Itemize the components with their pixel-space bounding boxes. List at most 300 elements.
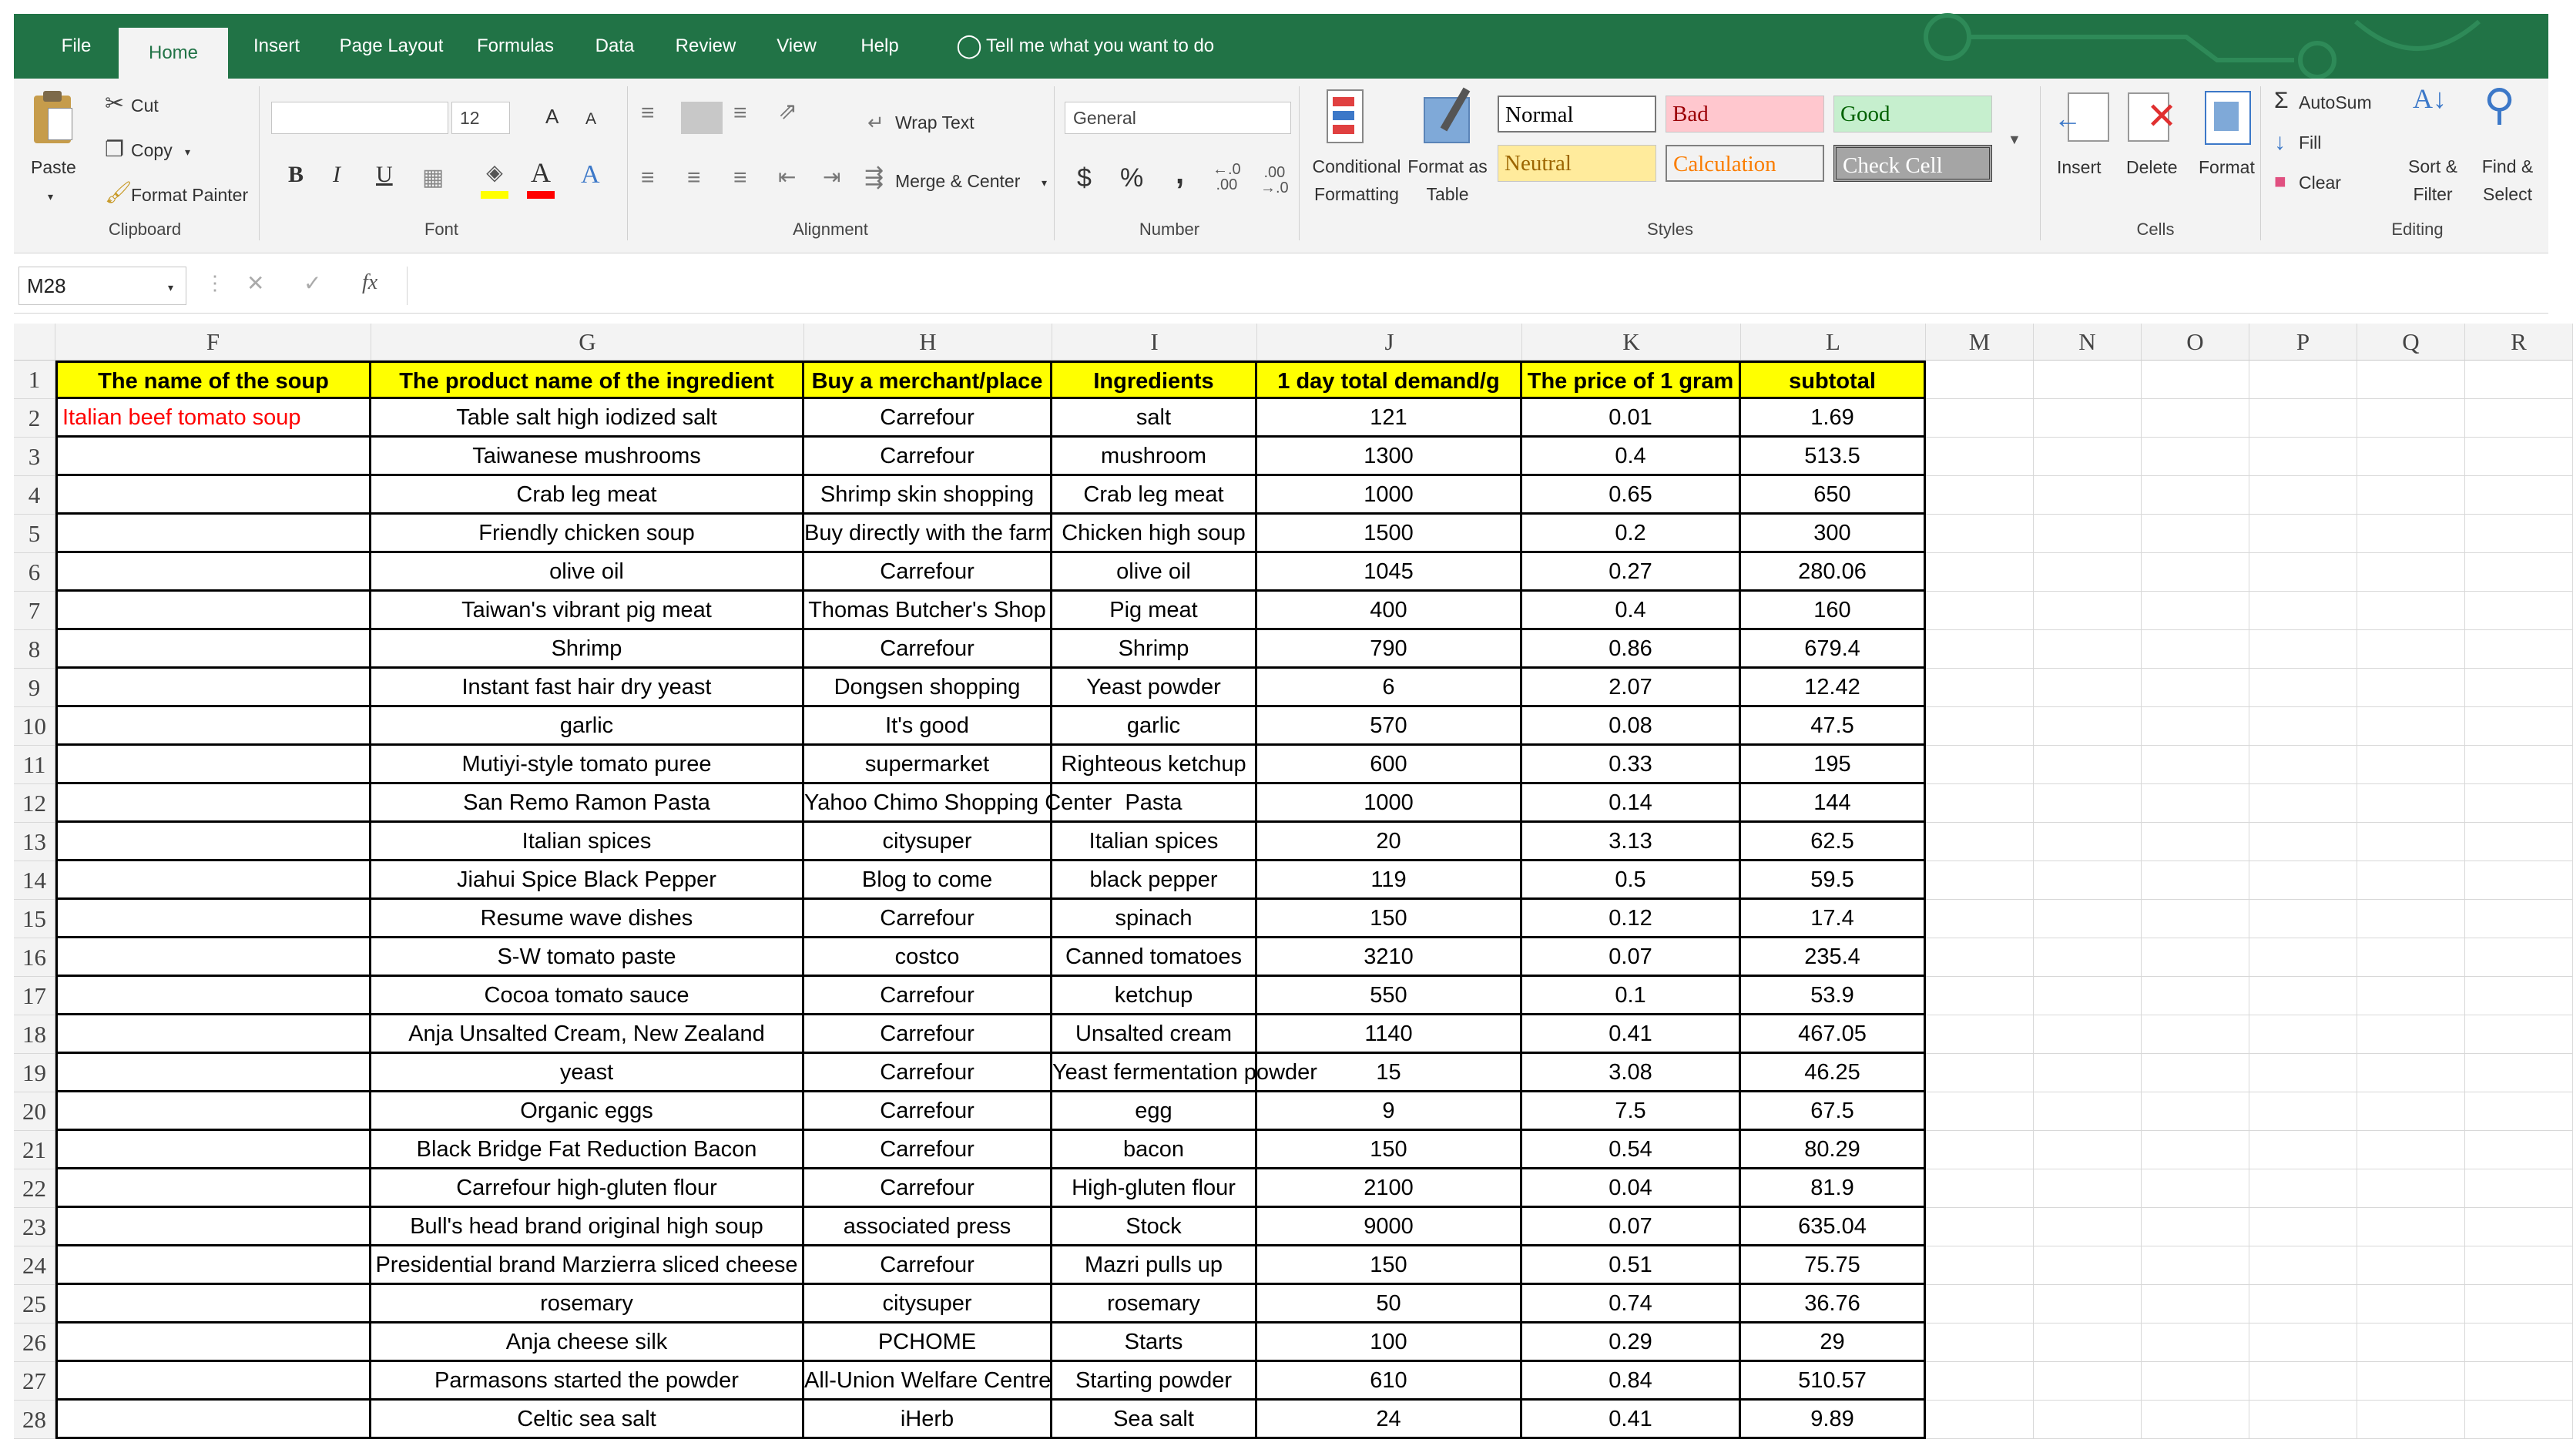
empty-cell[interactable] [2034,1092,2142,1131]
table-cell[interactable]: 513.5 [1741,438,1926,476]
formula-input[interactable] [407,267,2541,305]
paste-dropdown-icon[interactable]: ▾ [48,190,54,203]
table-cell[interactable]: 50 [1257,1285,1522,1323]
table-header-cell[interactable]: 1 day total demand/g [1257,361,1522,399]
empty-cell[interactable] [1926,1246,2034,1285]
table-cell[interactable]: Carrefour high-gluten flour [371,1169,804,1208]
empty-cell[interactable] [2357,515,2465,553]
table-cell[interactable]: 80.29 [1741,1131,1926,1169]
phonetic-guide-icon[interactable]: A [581,160,600,189]
table-cell[interactable]: 0.12 [1522,900,1741,938]
table-cell[interactable]: 81.9 [1741,1169,1926,1208]
empty-cell[interactable] [1926,823,2034,861]
empty-cell[interactable] [2249,900,2357,938]
table-cell[interactable]: Shrimp [371,630,804,669]
empty-cell[interactable] [1926,630,2034,669]
table-cell[interactable]: Yeast fermentation powder [1052,1054,1257,1092]
table-cell[interactable]: 20 [1257,823,1522,861]
table-cell[interactable]: bacon [1052,1131,1257,1169]
empty-cell[interactable] [2465,938,2573,977]
empty-cell[interactable] [2465,823,2573,861]
empty-cell[interactable] [2465,1054,2573,1092]
empty-cell[interactable] [2034,399,2142,438]
underline-button[interactable]: U [376,162,393,187]
table-cell[interactable]: Carrefour [804,1131,1052,1169]
empty-cell[interactable] [1926,1131,2034,1169]
table-cell[interactable]: 75.75 [1741,1246,1926,1285]
empty-cell[interactable] [2357,707,2465,746]
soup-name-cell[interactable]: Italian beef tomato soup [55,399,371,438]
row-header-9[interactable]: 9 [14,669,55,707]
table-cell[interactable] [55,861,371,900]
table-cell[interactable]: Italian spices [371,823,804,861]
tab-insert[interactable]: Insert [253,35,300,56]
table-cell[interactable]: 17.4 [1741,900,1926,938]
empty-cell[interactable] [2034,669,2142,707]
empty-cell[interactable] [2465,476,2573,515]
empty-cell[interactable] [2034,592,2142,630]
empty-cell[interactable] [2142,669,2249,707]
table-cell[interactable]: Canned tomatoes [1052,938,1257,977]
table-cell[interactable]: High-gluten flour [1052,1169,1257,1208]
empty-cell[interactable] [2034,1015,2142,1054]
empty-cell[interactable] [2249,361,2357,399]
format-painter-button[interactable]: Format Painter [131,185,249,205]
style-check-cell[interactable]: Check Cell [1833,145,1992,182]
empty-cell[interactable] [2249,746,2357,784]
empty-cell[interactable] [2465,669,2573,707]
table-cell[interactable]: Mutiyi-style tomato puree [371,746,804,784]
empty-cell[interactable] [1926,1208,2034,1246]
name-box[interactable]: M28 [18,267,186,305]
table-cell[interactable]: 6 [1257,669,1522,707]
empty-cell[interactable] [1926,784,2034,823]
table-cell[interactable]: Yeast powder [1052,669,1257,707]
table-cell[interactable]: Cocoa tomato sauce [371,977,804,1015]
table-cell[interactable]: 1300 [1257,438,1522,476]
insert-function-button[interactable]: fx [362,270,378,294]
table-cell[interactable]: PCHOME [804,1323,1052,1362]
fill-color-icon[interactable]: ◈ [481,162,508,199]
empty-cell[interactable] [1926,515,2034,553]
empty-cell[interactable] [2034,784,2142,823]
table-cell[interactable]: 1000 [1257,784,1522,823]
table-cell[interactable]: Instant fast hair dry yeast [371,669,804,707]
empty-cell[interactable] [2465,784,2573,823]
row-header-12[interactable]: 12 [14,784,55,823]
row-header-19[interactable]: 19 [14,1054,55,1092]
column-header-R[interactable]: R [2465,324,2573,361]
table-cell[interactable]: 160 [1741,592,1926,630]
row-header-7[interactable]: 7 [14,592,55,630]
empty-cell[interactable] [2142,1323,2249,1362]
empty-cell[interactable] [2142,438,2249,476]
format-as-table-button[interactable]: Format as Table [1407,156,1488,204]
table-cell[interactable]: 650 [1741,476,1926,515]
empty-cell[interactable] [2142,361,2249,399]
increase-indent-icon[interactable]: ⇥ [823,165,841,189]
empty-cell[interactable] [2034,938,2142,977]
table-cell[interactable]: 59.5 [1741,861,1926,900]
table-cell[interactable]: 0.51 [1522,1246,1741,1285]
table-cell[interactable]: Celtic sea salt [371,1401,804,1439]
row-header-11[interactable]: 11 [14,746,55,784]
orientation-icon[interactable]: ⇗ [778,99,798,124]
empty-cell[interactable] [2034,1246,2142,1285]
worksheet-grid[interactable] [14,324,2548,1448]
table-cell[interactable]: S-W tomato paste [371,938,804,977]
empty-cell[interactable] [2142,1401,2249,1439]
empty-cell[interactable] [2357,1323,2465,1362]
table-cell[interactable]: iHerb [804,1401,1052,1439]
table-cell[interactable]: Organic eggs [371,1092,804,1131]
table-cell[interactable] [55,553,371,592]
empty-cell[interactable] [2034,861,2142,900]
autosum-button[interactable]: AutoSum [2299,92,2372,112]
table-cell[interactable]: Carrefour [804,630,1052,669]
fill-button[interactable]: Fill [2299,133,2322,153]
empty-cell[interactable] [2249,784,2357,823]
column-header-M[interactable]: M [1926,324,2034,361]
table-cell[interactable]: Friendly chicken soup [371,515,804,553]
merge-dropdown-icon[interactable]: ▾ [1042,176,1048,189]
empty-cell[interactable] [2142,1131,2249,1169]
table-cell[interactable]: 600 [1257,746,1522,784]
empty-cell[interactable] [2142,553,2249,592]
empty-cell[interactable] [2249,1362,2357,1401]
empty-cell[interactable] [2034,1285,2142,1323]
row-header-28[interactable]: 28 [14,1401,55,1439]
table-cell[interactable]: Crab leg meat [371,476,804,515]
table-cell[interactable]: Table salt high iodized salt [371,399,804,438]
table-cell[interactable]: 0.14 [1522,784,1741,823]
table-cell[interactable]: 0.08 [1522,707,1741,746]
table-cell[interactable] [55,1246,371,1285]
empty-cell[interactable] [2357,1362,2465,1401]
empty-cell[interactable] [2357,1169,2465,1208]
empty-cell[interactable] [2357,977,2465,1015]
empty-cell[interactable] [2249,1054,2357,1092]
empty-cell[interactable] [2249,1131,2357,1169]
decrease-decimal-icon[interactable]: .00 →.0 [1260,164,1289,196]
wrap-text-button[interactable]: Wrap Text [895,112,975,133]
cut-button[interactable]: Cut [131,96,159,116]
table-cell[interactable]: 15 [1257,1054,1522,1092]
table-cell[interactable]: garlic [371,707,804,746]
table-cell[interactable]: 36.76 [1741,1285,1926,1323]
empty-cell[interactable] [2465,361,2573,399]
empty-cell[interactable] [1926,438,2034,476]
row-header-27[interactable]: 27 [14,1362,55,1401]
table-cell[interactable]: 2.07 [1522,669,1741,707]
row-header-24[interactable]: 24 [14,1246,55,1285]
table-cell[interactable]: 0.29 [1522,1323,1741,1362]
empty-cell[interactable] [2465,1285,2573,1323]
table-cell[interactable]: Starts [1052,1323,1257,1362]
table-cell[interactable]: 24 [1257,1401,1522,1439]
empty-cell[interactable] [2249,399,2357,438]
row-header-10[interactable]: 10 [14,707,55,746]
empty-cell[interactable] [2142,1208,2249,1246]
row-header-1[interactable]: 1 [14,361,55,399]
empty-cell[interactable] [2357,438,2465,476]
empty-cell[interactable] [2034,1208,2142,1246]
table-cell[interactable]: 67.5 [1741,1092,1926,1131]
tab-page-layout[interactable]: Page Layout [339,35,444,56]
empty-cell[interactable] [2249,669,2357,707]
table-cell[interactable]: 0.27 [1522,553,1741,592]
empty-cell[interactable] [2034,476,2142,515]
table-cell[interactable]: 0.5 [1522,861,1741,900]
empty-cell[interactable] [2249,1169,2357,1208]
empty-cell[interactable] [1926,553,2034,592]
table-cell[interactable] [55,438,371,476]
empty-cell[interactable] [2142,1362,2249,1401]
table-cell[interactable]: garlic [1052,707,1257,746]
table-cell[interactable]: Carrefour [804,1015,1052,1054]
empty-cell[interactable] [2034,900,2142,938]
row-header-22[interactable]: 22 [14,1169,55,1208]
column-header-F[interactable]: F [55,324,371,361]
table-cell[interactable]: 46.25 [1741,1054,1926,1092]
empty-cell[interactable] [1926,476,2034,515]
table-cell[interactable]: Righteous ketchup [1052,746,1257,784]
table-cell[interactable]: 0.4 [1522,592,1741,630]
empty-cell[interactable] [2249,515,2357,553]
empty-cell[interactable] [1926,861,2034,900]
table-cell[interactable]: 100 [1257,1323,1522,1362]
empty-cell[interactable] [2034,438,2142,476]
empty-cell[interactable] [2034,1401,2142,1439]
empty-cell[interactable] [2142,1285,2249,1323]
conditional-formatting-button[interactable]: Conditional Formatting [1312,156,1401,204]
tab-view[interactable]: View [777,35,817,56]
table-cell[interactable]: 610 [1257,1362,1522,1401]
row-header-23[interactable]: 23 [14,1208,55,1246]
tab-help[interactable]: Help [860,35,899,56]
table-cell[interactable]: yeast [371,1054,804,1092]
align-bottom-icon[interactable]: ≡ [733,100,747,126]
row-header-16[interactable]: 16 [14,938,55,977]
table-cell[interactable]: supermarket [804,746,1052,784]
row-header-3[interactable]: 3 [14,438,55,476]
table-cell[interactable]: 0.86 [1522,630,1741,669]
empty-cell[interactable] [1926,1054,2034,1092]
empty-cell[interactable] [2249,592,2357,630]
row-header-6[interactable]: 6 [14,553,55,592]
empty-cell[interactable] [2357,938,2465,977]
style-calculation[interactable]: Calculation [1666,145,1824,182]
table-cell[interactable]: Sea salt [1052,1401,1257,1439]
empty-cell[interactable] [1926,1285,2034,1323]
table-cell[interactable]: Taiwanese mushrooms [371,438,804,476]
table-cell[interactable] [55,630,371,669]
empty-cell[interactable] [2249,861,2357,900]
table-cell[interactable]: Italian spices [1052,823,1257,861]
table-cell[interactable]: Buy directly with the farm [804,515,1052,553]
row-header-4[interactable]: 4 [14,476,55,515]
table-cell[interactable]: 195 [1741,746,1926,784]
empty-cell[interactable] [1926,707,2034,746]
empty-cell[interactable] [2465,1015,2573,1054]
table-cell[interactable]: 3.13 [1522,823,1741,861]
increase-decimal-icon[interactable]: ←.0 .00 [1213,161,1241,193]
empty-cell[interactable] [2142,1246,2249,1285]
table-cell[interactable]: Carrefour [804,1246,1052,1285]
row-header-18[interactable]: 18 [14,1015,55,1054]
table-cell[interactable]: citysuper [804,1285,1052,1323]
table-cell[interactable]: Carrefour [804,399,1052,438]
align-center-icon[interactable]: ≡ [687,165,701,190]
empty-cell[interactable] [2142,938,2249,977]
align-middle-icon[interactable] [681,102,723,134]
empty-cell[interactable] [1926,1169,2034,1208]
style-neutral[interactable]: Neutral [1498,145,1656,182]
comma-style-button[interactable]: , [1176,156,1185,190]
table-cell[interactable] [55,1208,371,1246]
copy-dropdown-icon[interactable]: ▾ [185,146,191,158]
empty-cell[interactable] [2465,592,2573,630]
tab-file[interactable]: File [61,35,92,56]
table-header-cell[interactable]: The name of the soup [55,361,371,399]
table-cell[interactable]: 635.04 [1741,1208,1926,1246]
table-cell[interactable]: 47.5 [1741,707,1926,746]
empty-cell[interactable] [2465,630,2573,669]
empty-cell[interactable] [2357,900,2465,938]
empty-cell[interactable] [2357,784,2465,823]
table-cell[interactable] [55,707,371,746]
find-select-button[interactable]: Find & Select [2481,156,2534,204]
table-cell[interactable] [55,938,371,977]
table-cell[interactable]: San Remo Ramon Pasta [371,784,804,823]
empty-cell[interactable] [2142,1092,2249,1131]
row-header-5[interactable]: 5 [14,515,55,553]
empty-cell[interactable] [2357,1015,2465,1054]
empty-cell[interactable] [2357,1208,2465,1246]
table-cell[interactable]: Presidential brand Marzierra sliced cheese [371,1246,804,1285]
empty-cell[interactable] [2142,399,2249,438]
table-cell[interactable]: Carrefour [804,1169,1052,1208]
resize-handle-icon[interactable]: ⋮ [205,271,225,294]
empty-cell[interactable] [2249,1208,2357,1246]
table-header-cell[interactable]: The product name of the ingredient [371,361,804,399]
table-cell[interactable]: 570 [1257,707,1522,746]
empty-cell[interactable] [2465,1323,2573,1362]
row-header-21[interactable]: 21 [14,1131,55,1169]
table-cell[interactable] [55,592,371,630]
decrease-font-size-button[interactable]: A [585,110,597,128]
column-header-J[interactable]: J [1257,324,1522,361]
table-cell[interactable]: 1.69 [1741,399,1926,438]
row-header-15[interactable]: 15 [14,900,55,938]
enter-icon[interactable]: ✓ [304,271,322,295]
empty-cell[interactable] [2465,1092,2573,1131]
empty-cell[interactable] [2465,1246,2573,1285]
empty-cell[interactable] [2357,861,2465,900]
row-header-20[interactable]: 20 [14,1092,55,1131]
empty-cell[interactable] [2034,1169,2142,1208]
align-top-icon[interactable]: ≡ [641,100,655,126]
table-cell[interactable]: 9 [1257,1092,1522,1131]
empty-cell[interactable] [2142,515,2249,553]
format-cells-button[interactable]: Format [2199,157,2255,177]
empty-cell[interactable] [2142,592,2249,630]
column-header-K[interactable]: K [1522,324,1741,361]
empty-cell[interactable] [2357,823,2465,861]
clear-button[interactable]: Clear [2299,173,2341,193]
empty-cell[interactable] [2034,1323,2142,1362]
table-cell[interactable]: 1500 [1257,515,1522,553]
table-cell[interactable] [55,1285,371,1323]
empty-cell[interactable] [2249,1015,2357,1054]
empty-cell[interactable] [1926,1401,2034,1439]
empty-cell[interactable] [2357,399,2465,438]
empty-cell[interactable] [2034,515,2142,553]
column-header-H[interactable]: H [804,324,1052,361]
sort-filter-button[interactable]: Sort & Filter [2408,156,2457,204]
tell-me-search[interactable]: Tell me what you want to do [986,35,1215,56]
empty-cell[interactable] [2465,746,2573,784]
table-cell[interactable]: Dongsen shopping [804,669,1052,707]
insert-cells-button[interactable]: Insert [2057,157,2102,177]
empty-cell[interactable] [2249,1092,2357,1131]
empty-cell[interactable] [1926,900,2034,938]
decrease-indent-icon[interactable]: ⇤ [778,165,797,189]
empty-cell[interactable] [2357,1401,2465,1439]
delete-cells-button[interactable]: Delete [2126,157,2178,177]
table-cell[interactable]: olive oil [1052,553,1257,592]
empty-cell[interactable] [2465,438,2573,476]
table-cell[interactable]: 3210 [1257,938,1522,977]
table-cell[interactable]: egg [1052,1092,1257,1131]
empty-cell[interactable] [2249,1246,2357,1285]
table-cell[interactable]: Thomas Butcher's Shop [804,592,1052,630]
table-cell[interactable]: 1045 [1257,553,1522,592]
empty-cell[interactable] [2034,630,2142,669]
table-cell[interactable] [55,900,371,938]
bold-button[interactable]: B [288,162,304,187]
column-header-I[interactable]: I [1052,324,1257,361]
empty-cell[interactable] [2034,823,2142,861]
empty-cell[interactable] [1926,399,2034,438]
table-cell[interactable]: 9000 [1257,1208,1522,1246]
empty-cell[interactable] [2357,746,2465,784]
table-cell[interactable] [55,669,371,707]
empty-cell[interactable] [2034,707,2142,746]
empty-cell[interactable] [2034,553,2142,592]
empty-cell[interactable] [1926,592,2034,630]
table-cell[interactable]: black pepper [1052,861,1257,900]
table-cell[interactable]: 235.4 [1741,938,1926,977]
table-cell[interactable]: rosemary [371,1285,804,1323]
copy-button[interactable]: Copy [131,140,173,160]
table-cell[interactable]: 0.4 [1522,438,1741,476]
table-cell[interactable]: 0.2 [1522,515,1741,553]
table-header-cell[interactable]: The price of 1 gram [1522,361,1741,399]
empty-cell[interactable] [2249,1323,2357,1362]
empty-cell[interactable] [2249,476,2357,515]
empty-cell[interactable] [2249,630,2357,669]
table-cell[interactable]: 119 [1257,861,1522,900]
table-cell[interactable]: Pig meat [1052,592,1257,630]
table-cell[interactable]: 0.65 [1522,476,1741,515]
table-cell[interactable] [55,1169,371,1208]
empty-cell[interactable] [2357,1246,2465,1285]
table-cell[interactable]: 0.1 [1522,977,1741,1015]
table-cell[interactable]: Crab leg meat [1052,476,1257,515]
row-header-14[interactable]: 14 [14,861,55,900]
empty-cell[interactable] [2465,1169,2573,1208]
